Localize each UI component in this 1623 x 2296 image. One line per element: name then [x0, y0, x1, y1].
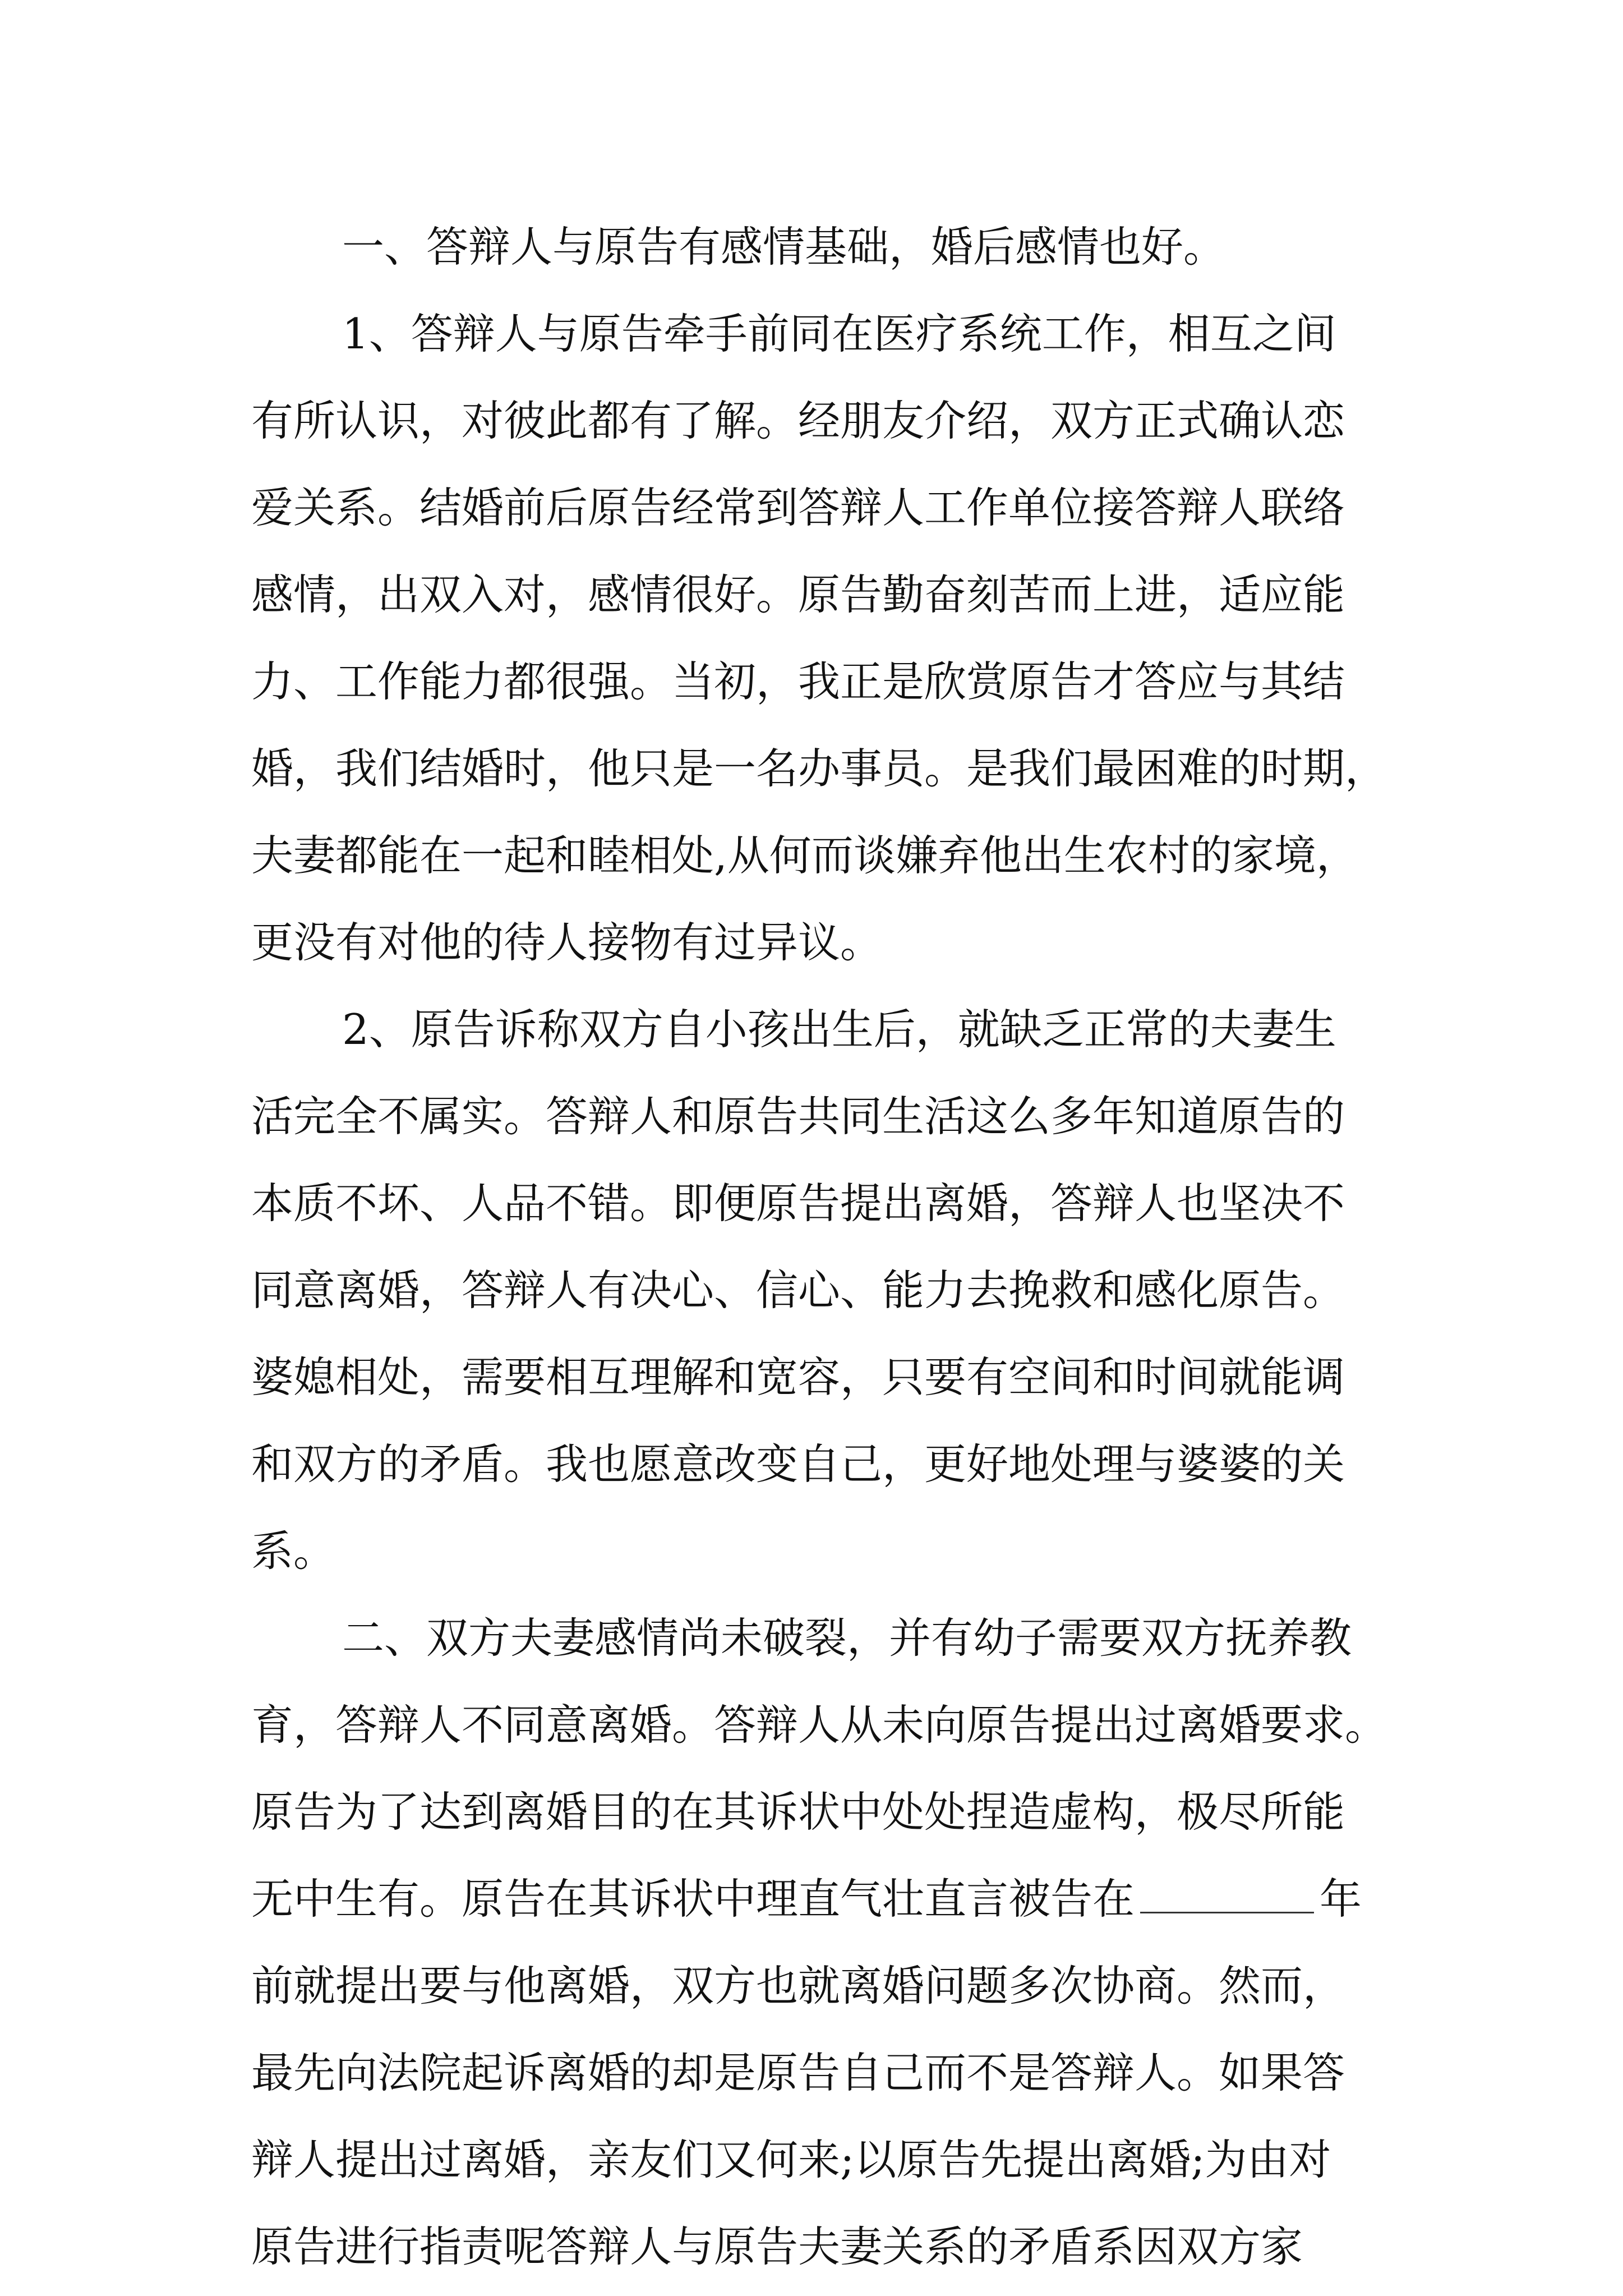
paragraph-line: 力、工作能力都很强。当初，我正是欣赏原告才答应与其结: [251, 657, 1345, 706]
fill-in-blank: [1140, 1874, 1314, 1913]
heading-section-one: 一、答辩人与原告有感情基础，婚后感情也好。: [342, 222, 1226, 272]
paragraph-line: 育，答辩人不同意离婚。答辩人从未向原告提出过离婚要求。: [251, 1700, 1387, 1750]
paragraph-line: 最先向法院起诉离婚的却是原告自己而不是答辩人。如果答: [251, 2048, 1345, 2097]
paragraph-line: 前就提出要与他离婚，双方也就离婚问题多次协商。然而，: [251, 1961, 1345, 2010]
paragraph-line: 婆媳相处，需要相互理解和宽容，只要有空间和时间就能调: [251, 1352, 1345, 1402]
paragraph-line: 夫妻都能在一起和睦相处,从何而谈嫌弃他出生农村的家境，: [251, 831, 1358, 880]
paragraph-line: 活完全不属实。答辩人和原告共同生活这么多年知道原告的: [251, 1092, 1345, 1141]
paragraph-line: 1、答辩人与原告牵手前同在医疗系统工作，相互之间: [342, 309, 1336, 358]
paragraph-line: 更没有对他的待人接物有过异议。: [251, 918, 883, 967]
paragraph-line: 系。: [251, 1526, 336, 1576]
paragraph-line: 辩人提出过离婚，亲友们又何来;以原告先提出离婚;为由对: [251, 2135, 1331, 2184]
paragraph-line: 同意离婚，答辩人有决心、信心、能力去挽救和感化原告。: [251, 1266, 1345, 1315]
paragraph-line: 爱关系。结婚前后原告经常到答辩人工作单位接答辩人联络: [251, 483, 1345, 532]
paragraph-line: 原告为了达到离婚目的在其诉状中处处捏造虚构，极尽所能: [251, 1787, 1345, 1837]
paragraph-line: 本质不坏、人品不错。即便原告提出离婚，答辩人也坚决不: [251, 1179, 1345, 1228]
paragraph-line: 和双方的矛盾。我也愿意改变自己，更好地处理与婆婆的关: [251, 1439, 1345, 1489]
paragraph-line-with-blank: [251, 1865, 1362, 1932]
paragraph-line: 原告进行指责呢答辩人与原告夫妻关系的矛盾系因双方家: [251, 2222, 1303, 2271]
paragraph-text: 无中生有。原告在其诉状中理直气壮直言被告在: [251, 1874, 1135, 1924]
heading-section-two: 二、双方夫妻感情尚未破裂，并有幼子需要双方抚养教: [342, 1613, 1352, 1663]
paragraph-line: 2、原告诉称双方自小孩出生后，就缺乏正常的夫妻生: [342, 1005, 1336, 1054]
paragraph-line: 有所认识，对彼此都有了解。经朋友介绍，双方正式确认恋: [251, 396, 1345, 445]
paragraph-text: 年: [1320, 1874, 1362, 1924]
paragraph-line: 感情，出双入对，感情很好。原告勤奋刻苦而上进，适应能: [251, 570, 1345, 619]
paragraph-line: 婚，我们结婚时，他只是一名办事员。是我们最困难的时期，: [251, 744, 1387, 793]
